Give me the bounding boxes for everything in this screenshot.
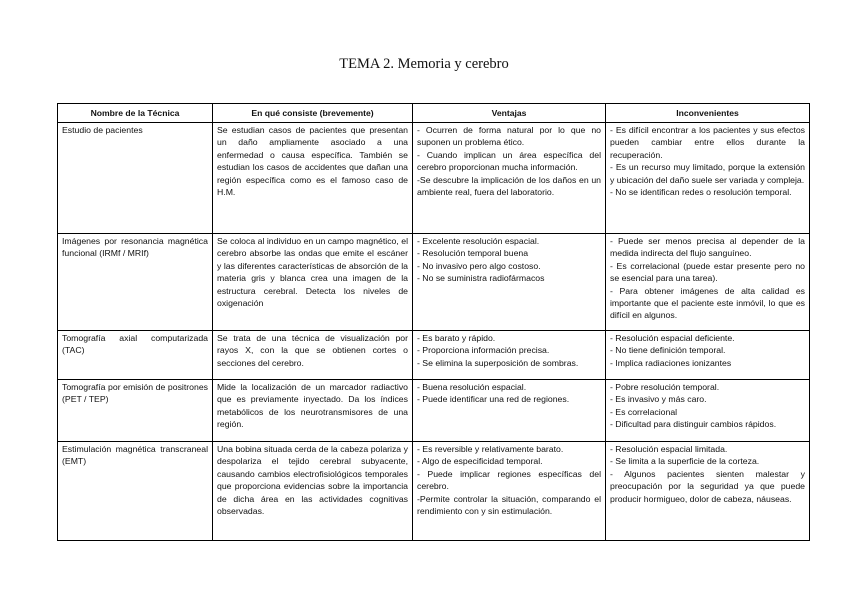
disadvantages-cell <box>606 234 810 331</box>
disadvantages-cell <box>606 442 810 541</box>
description-cell: Mide la localización de un marcador radiactivo que es previamente inyectado. Da los índices metabólicos de los neurotransmisores de una región. <box>213 380 413 442</box>
advantages-cell <box>413 234 606 331</box>
advantage-item: - Puede identificar una red de regiones. <box>417 394 570 405</box>
advantages-cell <box>413 380 606 442</box>
advantage-item: - Se elimina la superposición de sombras. <box>417 357 579 368</box>
disadvantage-item: - No tiene definición temporal. <box>610 345 726 356</box>
disadvantage-item: - Se limita a la superficie de la corteza. <box>610 456 760 467</box>
header-technique-name: Nombre de la Técnica <box>58 104 213 123</box>
disadvantage-item: - No se identifican redes o resolución temporal. <box>610 187 792 198</box>
table-row <box>58 234 810 331</box>
document-title: TEMA 2. Memoria y cerebro <box>339 56 509 72</box>
disadvantage-item: - Pobre resolución temporal. <box>610 382 720 392</box>
disadvantage-item: - Es un recurso muy limitado, porque la extensión y ubicación del daño suele ser variada y compleja. <box>610 162 805 185</box>
disadvantage-item: - Es invasivo y más caro. <box>610 394 707 405</box>
table-header-row <box>58 104 810 123</box>
description-cell: Se coloca al individuo en un campo magnético, el cerebro absorbe las ondas que emite el escáner y las diferentes características de absorción de la materia gris y blanca crea una imagen de la estructura cerebral. Detecta los niveles de oxigenación <box>213 234 413 331</box>
disadvantages-cell <box>606 123 810 234</box>
advantage-item: - Resolución temporal buena <box>417 248 529 259</box>
technique-name-cell: Estudio de pacientes <box>58 123 213 234</box>
disadvantage-item: - Puede ser menos precisa al depender de la medida indirecta del flujo sanguíneo. <box>610 236 805 259</box>
advantage-item: - Es barato y rápido. <box>417 333 496 343</box>
description-cell: Una bobina situada cerda de la cabeza polariza y despolariza el tejido cerebral subyacente, causando cambios electrofisiológicos temporales que proporciona evidencias sobre la importancia de dicha área en las actividades cognitivas observadas. <box>213 442 413 541</box>
disadvantage-item: - Resolución espacial limitada. <box>610 444 728 454</box>
disadvantage-item: - Resolución espacial deficiente. <box>610 333 735 343</box>
advantage-item: -Se descubre la implicación de los daños en un ambiente real, fuera del laboratorio. <box>417 174 601 198</box>
disadvantage-item: - Es correlacional (puede estar presente pero no se esencial para una tarea). <box>610 260 805 284</box>
advantage-item: -Permite controlar la situación, comparando el rendimiento con y sin estimulación. <box>417 493 601 517</box>
advantages-cell <box>413 331 606 380</box>
table-row <box>58 123 810 234</box>
header-description: En qué consiste (brevemente) <box>213 104 413 123</box>
table-row <box>58 442 810 541</box>
technique-name-cell: Estimulación magnética transcraneal (EMT) <box>58 442 213 541</box>
technique-name-cell: Tomografía por emisión de positrones (PET / TEP) <box>58 380 213 442</box>
disadvantages-cell <box>606 380 810 442</box>
description-cell: Se trata de una técnica de visualización por rayos X, con la que se obtienen cortes o secciones del cerebro. <box>213 331 413 380</box>
header-disadvantages: Inconvenientes <box>606 104 810 123</box>
technique-name-cell: Tomografía axial computarizada (TAC) <box>58 331 213 380</box>
advantages-cell <box>413 442 606 541</box>
advantage-item: - Proporciona información precisa. <box>417 345 550 356</box>
advantage-item: - Excelente resolución espacial. <box>417 236 540 246</box>
advantage-item: - Ocurren de forma natural por lo que no suponen un problema ético. <box>417 125 601 148</box>
techniques-table <box>57 103 810 541</box>
disadvantage-item: - Dificultad para distinguir cambios rápidos. <box>610 419 777 430</box>
technique-name-cell: Imágenes por resonancia magnética funcional (IRMf / MRIf) <box>58 234 213 331</box>
advantage-item: - Algo de especificidad temporal. <box>417 456 543 467</box>
advantage-item: - Puede implicar regiones específicas del cerebro. <box>417 468 601 492</box>
advantage-item: - No invasivo pero algo costoso. <box>417 260 541 271</box>
advantage-item: - No se suministra radiofármacos <box>417 273 545 284</box>
advantages-cell <box>413 123 606 234</box>
description-cell: Se estudian casos de pacientes que presentan un daño ampliamente asociado a una enfermedad o causa específica. También se estudian los casos de accidentes que dañan una región específica como es el famoso caso de H.M. <box>213 123 413 234</box>
table-row <box>58 380 810 442</box>
disadvantage-item: - Algunos pacientes sienten malestar y preocupación por la seguridad ya que puede producir hormigueo, dolor de cabeza, náuseas. <box>610 468 805 504</box>
table-row <box>58 331 810 380</box>
disadvantage-item: - Para obtener imágenes de alta calidad es importante que el paciente este inmóvil, lo que es difícil en algunos. <box>610 285 805 321</box>
disadvantage-item: - Es correlacional <box>610 406 678 417</box>
disadvantage-item: - Es difícil encontrar a los pacientes y sus efectos pueden cambiar entre ellos durante la recuperación. <box>610 125 805 160</box>
disadvantage-item: - Implica radiaciones ionizantes <box>610 357 732 368</box>
disadvantages-cell <box>606 331 810 380</box>
header-advantages: Ventajas <box>413 104 606 123</box>
advantage-item: - Es reversible y relativamente barato. <box>417 444 564 454</box>
advantage-item: - Buena resolución espacial. <box>417 382 527 392</box>
advantage-item: - Cuando implican un área específica del cerebro proporcionan mucha información. <box>417 149 601 173</box>
